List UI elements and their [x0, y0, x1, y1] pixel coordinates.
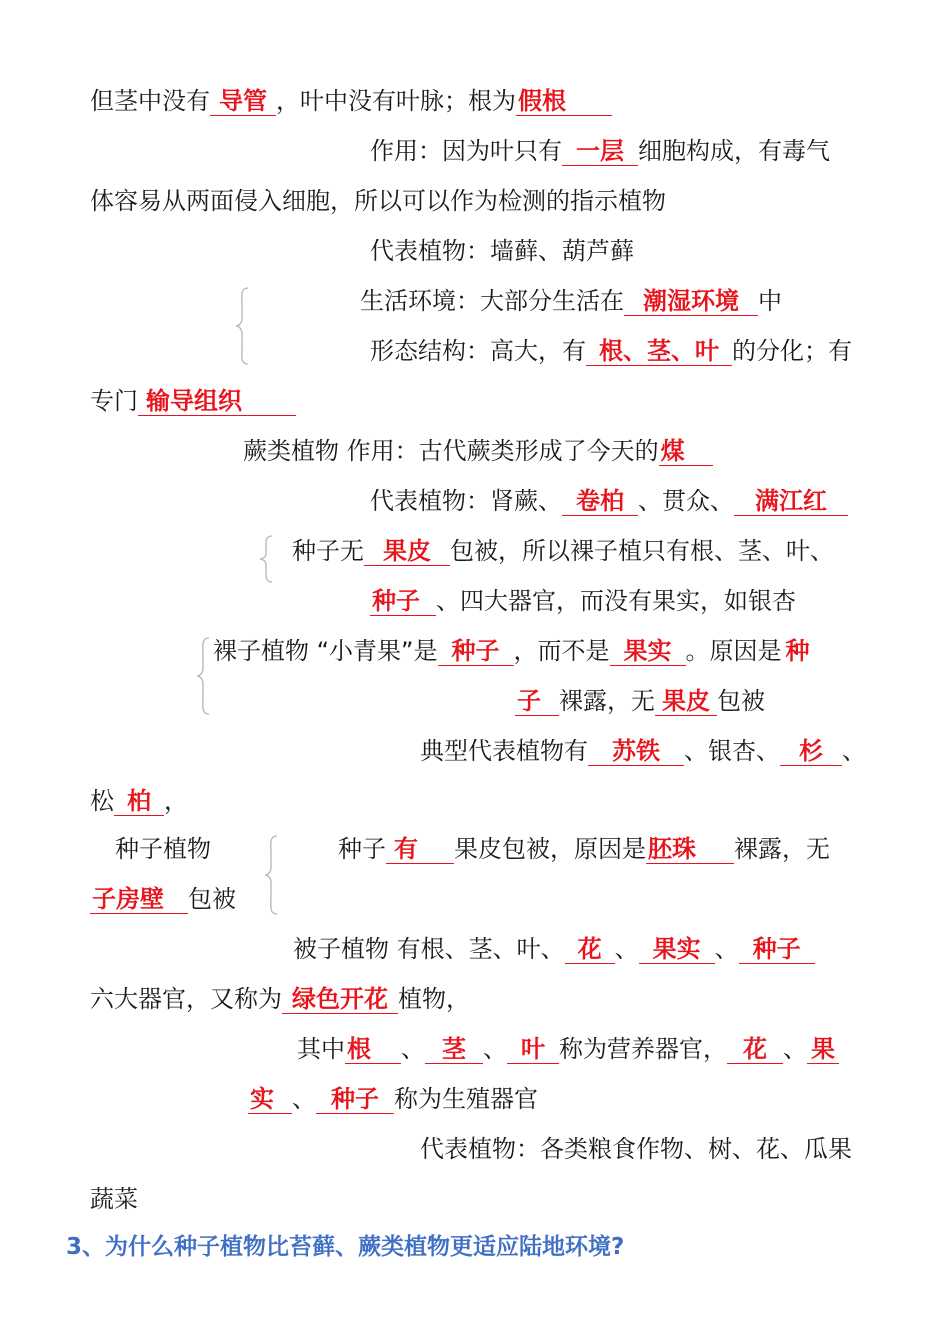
- text: 代表植物：各类粮食作物、树、花、瓜果: [420, 1135, 852, 1163]
- answer-blank: 种子: [739, 935, 815, 964]
- line-3: [90, 184, 666, 218]
- text: 典型代表植物有: [420, 737, 588, 765]
- text: 中: [758, 287, 782, 315]
- text: 、四大器官，而没有果实，如银杏: [436, 587, 796, 615]
- text: 形态结构：高大，有: [370, 337, 586, 365]
- text: 代表植物：肾蕨、: [370, 487, 562, 515]
- answer-blank: 叶: [507, 1035, 559, 1064]
- answer-blank: 子房壁: [90, 885, 188, 914]
- answer-blank: 茎: [425, 1035, 483, 1064]
- text: 包被，所以裸子植只有根、茎、叶、: [450, 537, 834, 565]
- line-12: [213, 634, 814, 668]
- text: 、: [401, 1035, 425, 1063]
- answer-blank: 花: [727, 1035, 783, 1064]
- text: 、贯众、: [638, 487, 734, 515]
- text: 、: [842, 737, 866, 765]
- answer-blank: 果实: [639, 935, 715, 964]
- text: 裸子植物 “小青果”是: [213, 637, 438, 665]
- text: 、: [483, 1035, 507, 1063]
- text: ，叶中没有叶脉；根为: [276, 87, 516, 115]
- text: 裸露，无: [559, 687, 655, 715]
- text: 、: [614, 935, 639, 963]
- line-16a: [115, 832, 211, 866]
- text: 作用：因为叶只有: [370, 137, 562, 165]
- answer-blank: 种子: [316, 1085, 394, 1114]
- brace-3: [195, 636, 211, 716]
- answer-blank: 果皮: [655, 687, 717, 716]
- brace-1: [234, 286, 250, 366]
- answer-blank: 满江红: [734, 487, 848, 516]
- answer-blank: 输导组织: [138, 387, 296, 416]
- line-21: [248, 1082, 538, 1116]
- line-20: [297, 1032, 839, 1066]
- line-11: [370, 584, 796, 618]
- text: 、: [714, 935, 739, 963]
- line-1: [90, 84, 612, 118]
- text: ，: [164, 787, 188, 815]
- answer-blank: 种: [785, 637, 810, 665]
- text: 、: [783, 1035, 807, 1063]
- text: 种子: [338, 835, 386, 863]
- brace-2: [258, 534, 274, 584]
- text: 六大器官，又称为: [90, 985, 282, 1013]
- answer-blank: 杉: [780, 737, 842, 766]
- answer-blank: 种子: [438, 637, 514, 666]
- text: ，而不是: [513, 637, 610, 665]
- answer-blank: 煤: [659, 437, 713, 466]
- answer-blank: 果皮: [364, 537, 450, 566]
- text: 蕨类植物 作用：古代蕨类形成了今天的: [243, 437, 659, 465]
- line-4: [370, 234, 634, 268]
- line-15: [90, 784, 188, 818]
- text: 称为生殖器官: [394, 1085, 538, 1113]
- text: 的分化；有: [732, 337, 852, 365]
- question-heading: 3、为什么种子植物比苔藓、蕨类植物更适应陆地环境?: [66, 1234, 625, 1260]
- text: 被子植物 有根、茎、叶、: [293, 935, 565, 963]
- answer-blank: 根、茎、叶: [586, 337, 732, 366]
- brace-4: [263, 834, 279, 916]
- answer-blank: 假根: [516, 87, 612, 116]
- line-16b: [338, 832, 830, 866]
- line-13: [515, 684, 765, 718]
- text: 专门: [90, 387, 138, 415]
- answer-blank: 一层: [562, 137, 638, 166]
- answer-blank: 有: [386, 835, 454, 864]
- text: 细胞构成，有毒气: [638, 137, 830, 165]
- text: 种子无: [292, 537, 364, 565]
- line-8: [243, 434, 713, 468]
- line-23: [90, 1182, 138, 1216]
- text: 蔬菜: [90, 1185, 138, 1213]
- text: 包被: [717, 687, 765, 715]
- text: 其中: [297, 1035, 345, 1063]
- text: 但茎中没有: [90, 87, 210, 115]
- text: 果皮包被，原因是: [454, 835, 646, 863]
- answer-blank: 果实: [610, 637, 686, 666]
- answer-blank: 柏: [114, 787, 164, 816]
- answer-blank: 潮湿环境: [624, 287, 758, 316]
- text: 种子植物: [115, 835, 211, 863]
- answer-blank: 导管: [210, 87, 276, 116]
- text: 植物，: [398, 985, 470, 1013]
- text: 。原因是: [685, 637, 782, 665]
- answer-blank: 苏铁: [588, 737, 684, 766]
- text: 、: [292, 1085, 316, 1113]
- line-2: [370, 134, 830, 168]
- text: 松: [90, 787, 114, 815]
- text: 裸露，无: [734, 835, 830, 863]
- answer-blank: 实: [248, 1085, 292, 1114]
- text: 体容易从两面侵入细胞，所以可以作为检测的指示植物: [90, 187, 666, 215]
- answer-blank: 花: [565, 935, 615, 964]
- answer-blank: 子: [515, 687, 559, 716]
- answer-blank: 卷柏: [562, 487, 638, 516]
- answer-blank: 种子: [370, 587, 436, 616]
- answer-blank: 根: [345, 1035, 401, 1064]
- line-17: [90, 882, 236, 916]
- line-9: [370, 484, 848, 518]
- text: 、银杏、: [684, 737, 780, 765]
- line-19: [90, 982, 470, 1016]
- line-18: [293, 932, 815, 966]
- answer-blank: 果: [807, 1035, 839, 1064]
- text: 包被: [188, 885, 236, 913]
- line-7: [90, 384, 296, 418]
- answer-blank: 胚珠: [646, 835, 734, 864]
- line-14: [420, 734, 866, 768]
- line-6: [370, 334, 852, 368]
- line-22: [420, 1132, 852, 1166]
- line-10: [292, 534, 834, 568]
- text: 称为营养器官，: [559, 1035, 727, 1063]
- line-5: [360, 284, 782, 318]
- text: 生活环境：大部分生活在: [360, 287, 624, 315]
- text: 代表植物：墙藓、葫芦藓: [370, 237, 634, 265]
- answer-blank: 绿色开花: [282, 985, 398, 1014]
